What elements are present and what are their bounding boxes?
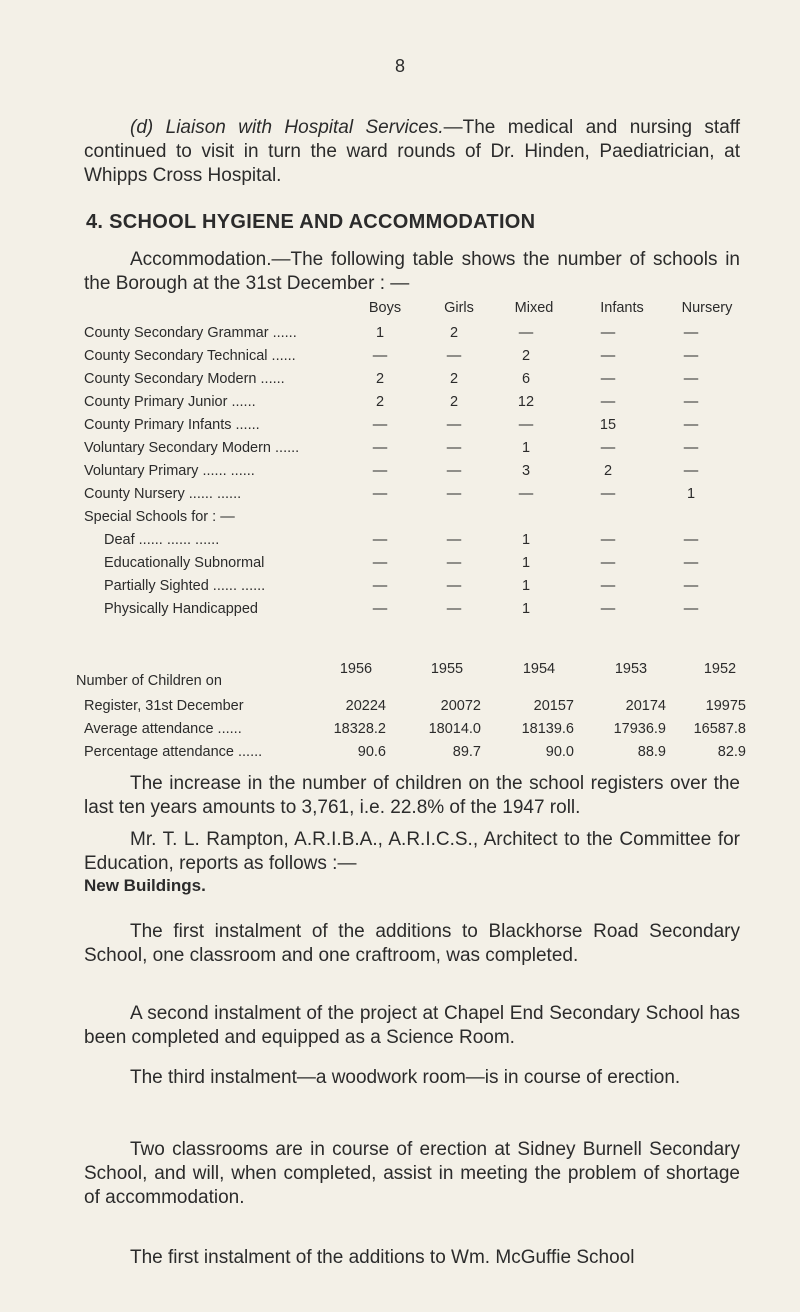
row-label: Educationally Subnormal xyxy=(104,555,265,571)
header-girls: Girls xyxy=(444,300,474,316)
paragraph-5: The first instalment of the additions to Wm. McGuffie School xyxy=(130,1247,635,1268)
cell-mixed: — xyxy=(518,325,534,341)
year-header: 1955 xyxy=(430,661,464,677)
new-buildings-heading: New Buildings. xyxy=(84,876,206,895)
cell-nursery: — xyxy=(683,371,699,387)
row-label: County Secondary Grammar ...... xyxy=(84,325,297,341)
cell-value: 88.9 xyxy=(637,744,666,760)
year-header: 1952 xyxy=(703,661,737,677)
row-label: County Primary Junior ...... xyxy=(84,394,256,410)
cell-nursery: — xyxy=(683,417,699,433)
cell-mixed: 6 xyxy=(521,371,531,387)
table-row xyxy=(84,440,724,462)
cell-girls: — xyxy=(446,440,462,456)
rampton-paragraph: Mr. T. L. Rampton, A.R.I.B.A., A.R.I.C.S., Architect to the Committee for Education, reports as follows :— xyxy=(84,829,740,874)
special-schools-label-row xyxy=(84,509,724,531)
cell-mixed: 1 xyxy=(521,532,531,548)
header-infants: Infants xyxy=(600,300,644,316)
cell-nursery: — xyxy=(683,325,699,341)
cell-value: 16587.8 xyxy=(693,721,746,737)
row-label: Register, 31st December xyxy=(84,698,244,714)
cell-value: 19975 xyxy=(705,698,746,714)
cell-value: 20174 xyxy=(625,698,666,714)
page-number: 8 xyxy=(394,56,405,76)
row-label: Average attendance ...... xyxy=(84,721,242,737)
cell-value: 18328.2 xyxy=(333,721,386,737)
cell-girls: 2 xyxy=(449,394,459,410)
paragraph-1: The first instalment of the additions to Blackhorse Road Secondary School, one classroom and one craftroom, was completed. xyxy=(84,921,740,966)
cell-mixed: 3 xyxy=(521,463,531,479)
cell-nursery: — xyxy=(683,532,699,548)
cell-value: 17936.9 xyxy=(613,721,666,737)
header-nursery: Nursery xyxy=(681,300,733,316)
table-row xyxy=(84,578,724,600)
cell-boys: — xyxy=(372,348,388,364)
cell-nursery: — xyxy=(683,440,699,456)
section-heading: 4. SCHOOL HYGIENE AND ACCOMMODATION xyxy=(86,211,536,233)
cell-girls: 2 xyxy=(449,371,459,387)
cell-boys: — xyxy=(372,440,388,456)
row-label: Partially Sighted ...... ...... xyxy=(104,578,266,594)
row-label: Physically Handicapped xyxy=(104,601,258,617)
cell-mixed: 1 xyxy=(521,555,531,571)
cell-infants: 15 xyxy=(599,417,617,433)
cell-boys: — xyxy=(372,417,388,433)
cell-infants: — xyxy=(600,532,616,548)
paragraph-2: A second instalment of the project at Chapel End Secondary School has been completed and equipped as a Science Room. xyxy=(84,1003,740,1048)
cell-value: 90.6 xyxy=(357,744,386,760)
cell-infants: 2 xyxy=(603,463,613,479)
cell-infants: — xyxy=(600,325,616,341)
cell-infants: — xyxy=(600,371,616,387)
cell-infants: — xyxy=(600,486,616,502)
cell-girls: — xyxy=(446,348,462,364)
liaison-text: —The medical and nursing staff continued to visit in turn the ward rounds of Dr. Hinden, Paediatrician, at Whipps Cross Hospital. xyxy=(84,117,740,186)
table-row xyxy=(84,601,724,623)
cell-value: 20224 xyxy=(345,698,386,714)
cell-value: 90.0 xyxy=(545,744,574,760)
increase-paragraph: The increase in the number of children on the school registers over the last ten years amounts to 3,761, i.e. 22.8% of the 1947 roll. xyxy=(84,773,740,818)
special-schools-label: Special Schools for : — xyxy=(84,509,235,525)
row-label: County Primary Infants ...... xyxy=(84,417,260,433)
cell-infants: — xyxy=(600,578,616,594)
table-row xyxy=(84,371,724,393)
cell-nursery: — xyxy=(683,348,699,364)
cell-girls: — xyxy=(446,555,462,571)
cell-boys: — xyxy=(372,486,388,502)
cell-mixed: 1 xyxy=(521,601,531,617)
cell-mixed: — xyxy=(518,486,534,502)
cell-boys: 1 xyxy=(375,325,385,341)
cell-value: 18014.0 xyxy=(428,721,481,737)
row-label: County Nursery ...... ...... xyxy=(84,486,242,502)
cell-mixed: 1 xyxy=(521,440,531,456)
cell-boys: 2 xyxy=(375,371,385,387)
year-header: 1956 xyxy=(339,661,373,677)
table-row xyxy=(84,394,724,416)
row-label: Deaf ...... ...... ...... xyxy=(104,532,220,548)
cell-mixed: 1 xyxy=(521,578,531,594)
accommodation-intro: Accommodation.—The following table shows the number of schools in the Borough at the 31st December : — xyxy=(84,249,740,294)
cell-girls: 2 xyxy=(449,325,459,341)
cell-boys: — xyxy=(372,555,388,571)
row-label: Voluntary Secondary Modern ...... xyxy=(84,440,300,456)
table-row xyxy=(84,463,724,485)
row-label: Number of Children on xyxy=(76,673,222,689)
cell-infants: — xyxy=(600,394,616,410)
paragraph-3: The third instalment—a woodwork room—is in course of erection. xyxy=(130,1067,681,1088)
cell-nursery: — xyxy=(683,601,699,617)
cell-infants: — xyxy=(600,440,616,456)
cell-value: 20157 xyxy=(533,698,574,714)
cell-boys: — xyxy=(372,601,388,617)
liaison-paragraph xyxy=(84,116,740,188)
cell-boys: — xyxy=(372,463,388,479)
cell-mixed: 2 xyxy=(521,348,531,364)
paragraph-4: Two classrooms are in course of erection at Sidney Burnell Secondary School, and will, when completed, assist in meeting the problem of shortage of accommodation. xyxy=(84,1139,740,1208)
row-label: County Secondary Technical ...... xyxy=(84,348,296,364)
cell-value: 89.7 xyxy=(452,744,481,760)
cell-nursery: — xyxy=(683,394,699,410)
cell-boys: 2 xyxy=(375,394,385,410)
cell-value: 82.9 xyxy=(717,744,746,760)
cell-infants: — xyxy=(600,348,616,364)
cell-mixed: 12 xyxy=(517,394,535,410)
table-row xyxy=(84,486,724,508)
cell-girls: — xyxy=(446,578,462,594)
cell-boys: — xyxy=(372,532,388,548)
row-label: Voluntary Primary ...... ...... xyxy=(84,463,255,479)
cell-value: 20072 xyxy=(440,698,481,714)
cell-girls: — xyxy=(446,486,462,502)
cell-nursery: — xyxy=(683,578,699,594)
cell-nursery: — xyxy=(683,463,699,479)
cell-infants: — xyxy=(600,601,616,617)
cell-mixed: — xyxy=(518,417,534,433)
liaison-title: (d) Liaison with Hospital Services. xyxy=(130,117,444,138)
cell-girls: — xyxy=(446,463,462,479)
cell-boys: — xyxy=(372,578,388,594)
row-label: County Secondary Modern ...... xyxy=(84,371,285,387)
table-row xyxy=(84,532,724,554)
cell-infants: — xyxy=(600,555,616,571)
cell-nursery: — xyxy=(683,555,699,571)
table-row xyxy=(84,325,724,347)
year-header: 1954 xyxy=(522,661,556,677)
cell-girls: — xyxy=(446,417,462,433)
header-mixed: Mixed xyxy=(514,300,554,316)
cell-nursery: 1 xyxy=(686,486,696,502)
year-header: 1953 xyxy=(614,661,648,677)
cell-value: 18139.6 xyxy=(521,721,574,737)
cell-girls: — xyxy=(446,601,462,617)
table-row xyxy=(84,555,724,577)
table-row xyxy=(84,417,724,439)
table-row xyxy=(84,348,724,370)
row-label: Percentage attendance ...... xyxy=(84,744,263,760)
cell-girls: — xyxy=(446,532,462,548)
header-boys: Boys xyxy=(368,300,402,316)
